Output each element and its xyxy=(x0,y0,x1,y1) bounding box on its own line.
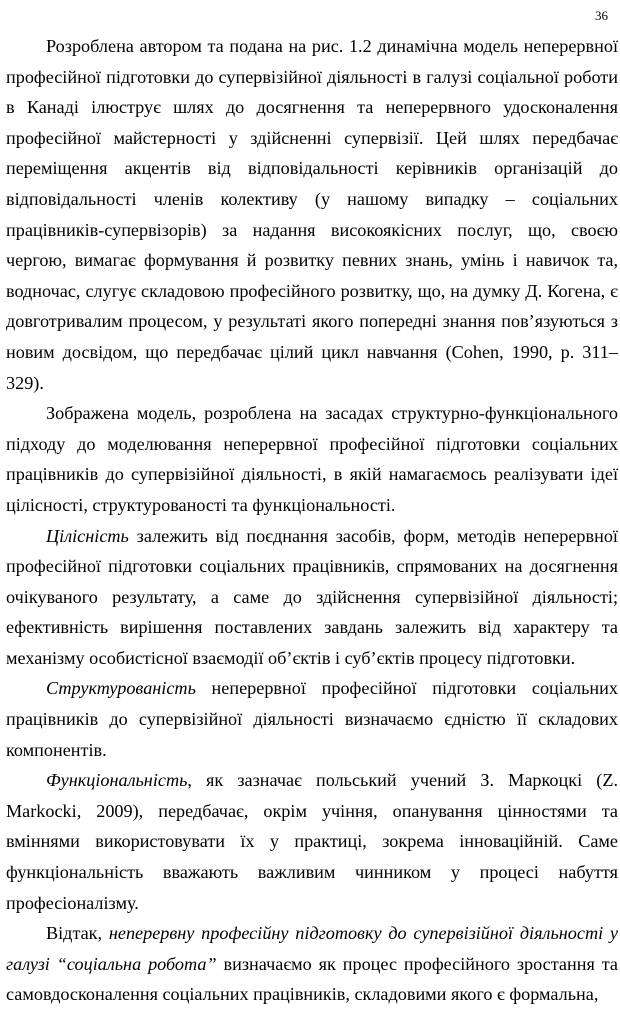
page-body xyxy=(6,31,618,1010)
paragraph-text: Зображена модель, розроблена на засадах структурно-функціонального підходу до моделювання неперервної професійної підготовки соціальних працівників до супервізійної діяльності, в якій намагаємось реалізувати ідеї цілісності, структурованості та функціональності. xyxy=(6,403,618,515)
paragraph-text: , як зазначає польський учений З. Маркоцкі (Z. Markocki, 2009), передбачає, окрім учіння, опанування цінностями та вміннями використовувати їх у практиці, зокрема інноваційній. Саме функціональність вважають важливим чинником у процесі набуття професіоналізму. xyxy=(6,770,618,913)
term-definition: неперервну професійну підготовку до супервізійної діяльності у галузі “соціальна робота” xyxy=(6,923,618,974)
paragraph-model-approach xyxy=(6,398,618,520)
paragraph-functionality xyxy=(6,765,618,918)
paragraph-structuredness xyxy=(6,673,618,765)
paragraph-integrity xyxy=(6,521,618,674)
page-number: 36 xyxy=(595,8,608,23)
paragraph-model-description xyxy=(6,31,618,398)
paragraph-text: Розроблена автором та подана на рис. 1.2 динамічна модель неперервної професійної підготовки до супервізійної діяльності в галузі соціальної роботи в Канаді ілюструє шлях до досягнення та неперервного удосконалення професійної майстерності у здійсненні супервізії. Цей шлях передбачає переміщення акцентів від відповідальності керівників організацій до відповідальності членів колективу (у нашому випадку – соціальних працівників-супервізорів) за надання високоякісних послуг, що, своєю чергою, вимагає формування й розвитку певних знань, умінь і навичок та, водночас, слугує складовою професійного розвитку, що, на думку Д. Когена, є довготривалим процесом, у результаті якого попередні знання пов’язуються з новим досвідом, що передбачає цілий цикл навчання (Cohen, 1990, p. 311–329). xyxy=(6,36,618,393)
paragraph-lead: Відтак, xyxy=(46,923,109,944)
term-integrity: Цілісність xyxy=(46,525,129,546)
term-structuredness: Структурованість xyxy=(46,678,196,699)
paragraph-text: визначаємо як процес професійного зростання та самовдосконалення соціальних працівників, складовими якого є формальна, xyxy=(6,953,618,1005)
paragraph-text: залежить від поєднання засобів, форм, методів неперервної професійної підготовки соціальних працівників, спрямованих на досягнення очікуваного результату, а саме до здійснення супервізійної діяльності; ефективність вирішення поставлених завдань залежить від характеру та механізму особистісної взаємодії об’єктів і суб’єктів процесу підготовки. xyxy=(6,525,618,668)
paragraph-definition xyxy=(6,918,618,1010)
paragraph-text: неперервної професійної підготовки соціальних працівників до супервізійної діяльності визначаємо єдністю її складових компонентів. xyxy=(6,678,618,760)
term-functionality: Функціональність xyxy=(46,770,188,791)
